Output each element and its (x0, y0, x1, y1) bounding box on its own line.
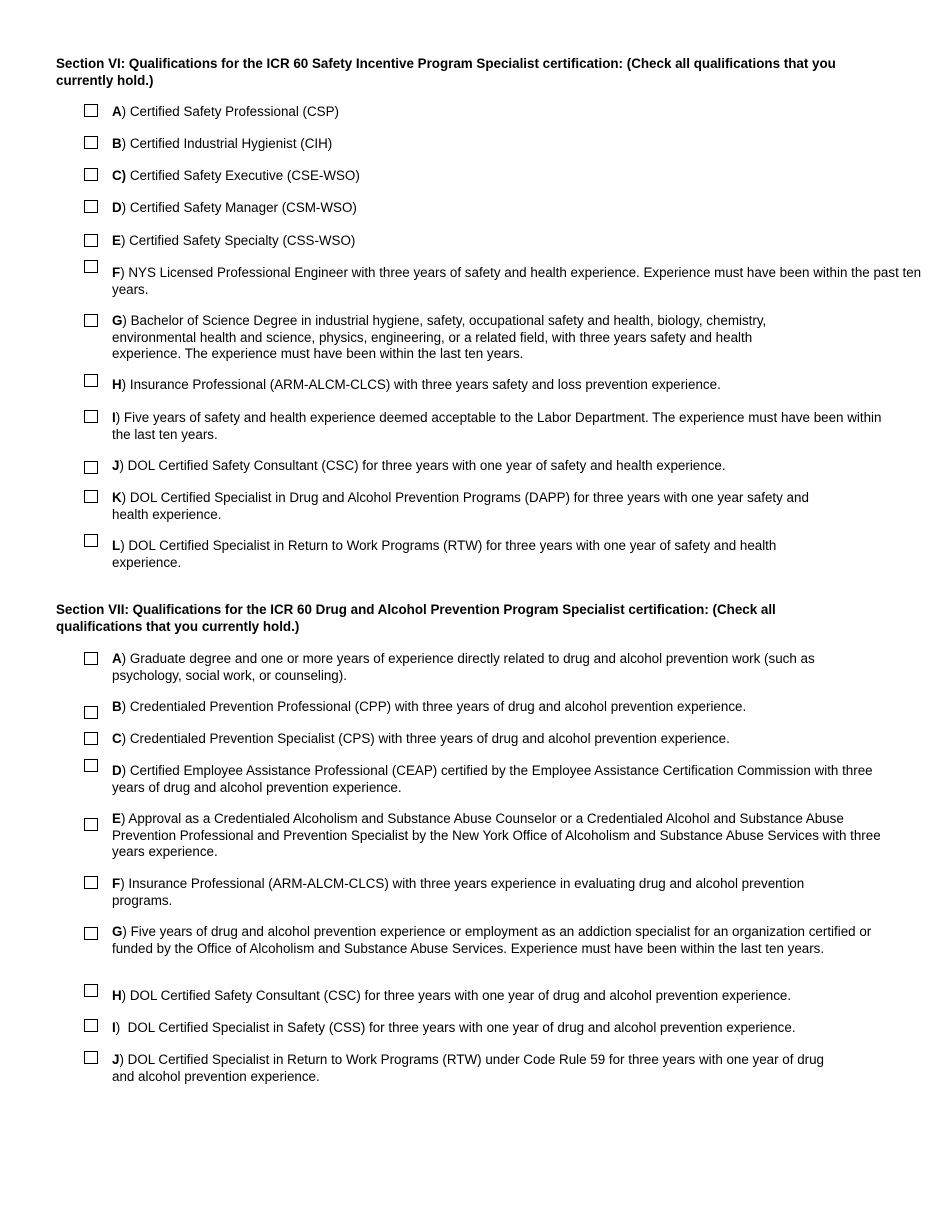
s7-j-letter: J (112, 1052, 120, 1067)
s7-c-checkbox[interactable] (84, 732, 98, 745)
s6-f-checkbox[interactable] (84, 260, 98, 273)
s6-g-checkbox[interactable] (84, 314, 98, 327)
s7-j-checkbox[interactable] (84, 1051, 98, 1064)
s6-d-letter: D (112, 200, 122, 215)
s7-i-label: I) DOL Certified Specialist in Safety (CSS) for three years with one year of drug and alcohol prevention experience. (112, 1020, 796, 1035)
s7-j-label: J) DOL Certified Specialist in Return to Work Programs (RTW) under Code Rule 59 for three years with one year of drug and alcohol prevention experience. (112, 1052, 825, 1084)
s6-a-label: A) Certified Safety Professional (CSP) (112, 104, 339, 119)
s7-e-label: E) Approval as a Credentialed Alcoholism and Substance Abuse Counselor or a Credentialed Alcohol and Substance Abuse Prevention Professional and Prevention Specialist by the New York Office of Alcoholism and Substance Abuse Services with three years experience. (112, 811, 881, 859)
s6-b-letter: B (112, 136, 122, 151)
s7-a-label: A) Graduate degree and one or more years of experience directly related to drug and alcohol prevention work (such as psychology, social work, or counseling). (112, 651, 815, 683)
s6-b-checkbox[interactable] (84, 136, 98, 149)
s7-a-letter: A (112, 651, 122, 666)
s7-b-letter: B (112, 699, 122, 714)
s7-d-checkbox[interactable] (84, 759, 98, 772)
s7-b-checkbox[interactable] (84, 706, 98, 719)
s6-d-checkbox[interactable] (84, 200, 98, 213)
s7-b-label: B) Credentialed Prevention Professional (CPP) with three years of drug and alcohol prevention experience. (112, 699, 747, 714)
s6-c-checkbox[interactable] (84, 168, 98, 181)
s6-k-letter: K (112, 490, 122, 505)
s6-l-checkbox[interactable] (84, 534, 98, 547)
s6-i-letter: I (112, 410, 116, 425)
s6-c-letter: C) (112, 168, 127, 183)
s6-d-label: D) Certified Safety Manager (CSM-WSO) (112, 200, 357, 215)
s6-g-label: G) Bachelor of Science Degree in industrial hygiene, safety, occupational safety and health, biology, chemistry, environmental health and science, physics, engineering, or a related field, with three years safety and health experience. The experience must have been within the last ten years. (112, 313, 767, 361)
s7-g-letter: G (112, 924, 123, 939)
s6-j-checkbox[interactable] (84, 461, 98, 474)
s6-c-label: C) Certified Safety Executive (CSE-WSO) (112, 168, 360, 183)
s7-h-letter: H (112, 988, 122, 1003)
s6-h-letter: H (112, 377, 122, 392)
s6-e-label: E) Certified Safety Specialty (CSS-WSO) (112, 233, 356, 248)
s6-j-letter: J (112, 458, 120, 473)
s6-h-label: H) Insurance Professional (ARM-ALCM-CLCS) with three years safety and loss prevention experience. (112, 377, 721, 392)
s7-e-letter: E (112, 811, 121, 826)
s6-k-label: K) DOL Certified Specialist in Drug and Alcohol Prevention Programs (DAPP) for three years with one year safety and health experience. (112, 490, 809, 522)
s7-c-label: C) Credentialed Prevention Specialist (CPS) with three years of drug and alcohol prevention experience. (112, 731, 730, 746)
s6-k-checkbox[interactable] (84, 490, 98, 503)
s6-i-label: I) Five years of safety and health experience deemed acceptable to the Labor Department. The experience must have been within the last ten years. (112, 410, 882, 442)
s7-f-label: F) Insurance Professional (ARM-ALCM-CLCS) with three years experience in evaluating drug and alcohol prevention programs. (112, 876, 805, 908)
s7-d-letter: D (112, 763, 122, 778)
s6-f-label: F) NYS Licensed Professional Engineer with three years of safety and health experience. Experience must have been within the past ten years. (112, 265, 922, 297)
s7-g-checkbox[interactable] (84, 927, 98, 940)
s6-e-letter: E (112, 233, 121, 248)
s6-l-label: L) DOL Certified Specialist in Return to Work Programs (RTW) for three years with one year of safety and health experience. (112, 538, 777, 570)
s7-f-checkbox[interactable] (84, 876, 98, 889)
s7-h-label: H) DOL Certified Safety Consultant (CSC) for three years with one year of drug and alcohol prevention experience. (112, 988, 792, 1003)
s7-c-letter: C (112, 731, 122, 746)
s7-g-label: G) Five years of drug and alcohol prevention experience or employment as an addiction specialist for an organization certified or funded by the Office of Alcoholism and Substance Abuse Services. Experience must have been within the last ten years. (112, 924, 872, 956)
section-6-title: Section VI: Qualifications for the ICR 60 Safety Incentive Program Specialist certification: (Check all qualifications that you currently hold.) (56, 56, 836, 88)
s7-h-checkbox[interactable] (84, 984, 98, 997)
s6-h-checkbox[interactable] (84, 374, 98, 387)
s7-e-checkbox[interactable] (84, 818, 98, 831)
s7-i-checkbox[interactable] (84, 1019, 98, 1032)
s6-a-checkbox[interactable] (84, 104, 98, 117)
section-7-title: Section VII: Qualifications for the ICR 60 Drug and Alcohol Prevention Program Specialist certification: (Check all qualifications that you currently hold.) (56, 602, 776, 634)
s6-l-letter: L (112, 538, 121, 553)
s7-a-checkbox[interactable] (84, 652, 98, 665)
s6-g-letter: G (112, 313, 123, 328)
s6-j-label: J) DOL Certified Safety Consultant (CSC) for three years with one year of safety and health experience. (112, 458, 726, 473)
s7-i-letter: I (112, 1020, 116, 1035)
s6-i-checkbox[interactable] (84, 410, 98, 423)
s6-b-label: B) Certified Industrial Hygienist (CIH) (112, 136, 333, 151)
s7-d-label: D) Certified Employee Assistance Professional (CEAP) certified by the Employee Assistance Certification Commission with three years of drug and alcohol prevention experience. (112, 763, 873, 795)
s7-f-letter: F (112, 876, 121, 891)
s6-e-checkbox[interactable] (84, 234, 98, 247)
s6-f-letter: F (112, 265, 121, 280)
s6-a-letter: A (112, 104, 122, 119)
